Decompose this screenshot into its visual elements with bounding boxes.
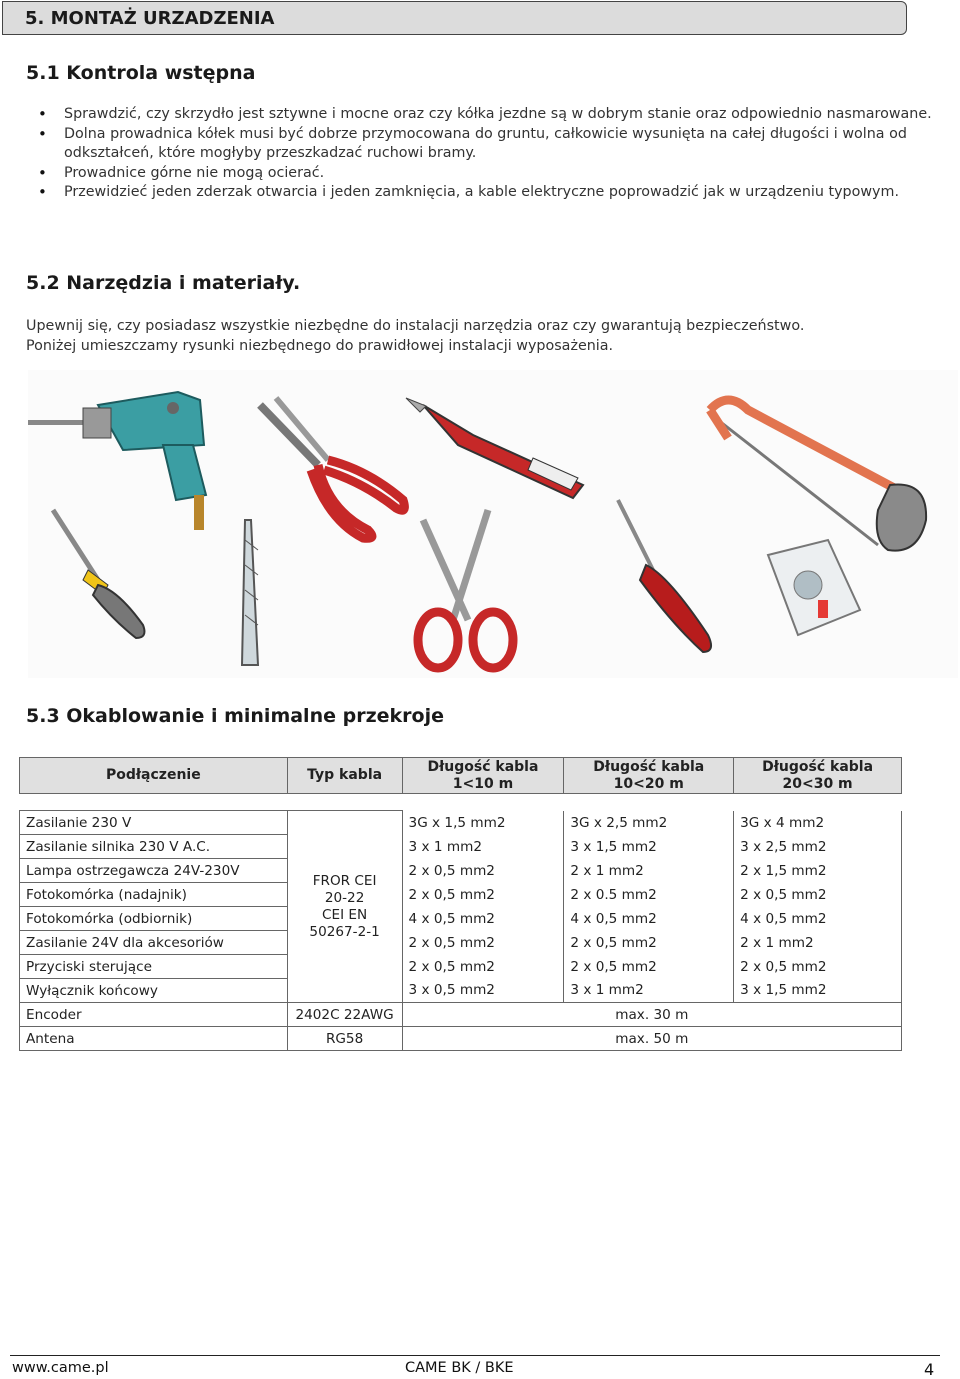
table-header-cell: Podłączenie <box>20 758 288 794</box>
table-cell: 2 x 1,5 mm2 <box>734 859 902 883</box>
table-cell: max. 50 m <box>402 1027 901 1051</box>
utility-knife-icon <box>406 398 583 498</box>
table-cell: Zasilanie silnika 230 V A.C. <box>20 835 288 859</box>
table-header-cell: Długość kabla 10<20 m <box>564 758 734 794</box>
table-cell: 3G x 1,5 mm2 <box>402 811 564 835</box>
table-cell: 3G x 2,5 mm2 <box>564 811 734 835</box>
table-cell: 2 x 0.5 mm2 <box>564 883 734 907</box>
table-cell: 3 x 2,5 mm2 <box>734 835 902 859</box>
screwdriver-icon <box>618 500 711 652</box>
checklist <box>36 105 941 203</box>
table-cell: Zasilanie 24V dla akcesoriów <box>20 931 288 955</box>
table-cell: max. 30 m <box>402 1003 901 1027</box>
tools-intro-line: Poniżej umieszczamy rysunki niezbędnego do prawidłowej instalacji wyposażenia. <box>26 338 614 354</box>
table-row <box>20 835 902 859</box>
table-cell: 2 x 0,5 mm2 <box>734 955 902 979</box>
table-cell: 3 x 1,5 mm2 <box>734 979 902 1003</box>
table-row <box>20 1027 902 1051</box>
list-item: • Prowadnice górne nie mogą ocierać. <box>36 164 941 184</box>
table-row <box>20 811 902 835</box>
footer-model: CAME BK / BKE <box>405 1360 514 1376</box>
screwdriver-icon <box>53 510 144 638</box>
table-row <box>20 931 902 955</box>
table-cell: 2 x 0,5 mm2 <box>564 931 734 955</box>
table-cell: 2 x 0,5 mm2 <box>402 859 564 883</box>
table-cell: 2 x 0,5 mm2 <box>402 955 564 979</box>
table-cell: 2 x 0,5 mm2 <box>402 883 564 907</box>
table-cell: 2 x 0,5 mm2 <box>564 955 734 979</box>
table-cell: Zasilanie 230 V <box>20 811 288 835</box>
table-cell: 4 x 0,5 mm2 <box>734 907 902 931</box>
table-row <box>20 859 902 883</box>
section-title: 5. MONTAŻ URZADZENIA <box>25 8 275 29</box>
table-cell: 2 x 1 mm2 <box>734 931 902 955</box>
table-cell: 3 x 1,5 mm2 <box>564 835 734 859</box>
list-item: • Sprawdzić, czy skrzydło jest sztywne i mocne oraz czy kółka jezdne są w dobrym stanie oraz odpowiednio nasmarowane. <box>36 105 941 125</box>
table-cell: RG58 <box>287 1027 402 1051</box>
table-cell: Antena <box>20 1027 288 1051</box>
page-number: 4 <box>924 1360 935 1379</box>
footer-divider <box>10 1355 940 1356</box>
table-cell: 3 x 1 mm2 <box>564 979 734 1003</box>
list-item: • Dolna prowadnica kółek musi być dobrze przymocowana do gruntu, całkowicie wysunięta na całej długości i wolna od odkształceń, które mogłyby przeszkadzać ruchowi bramy. <box>36 125 941 164</box>
tools-intro-line: Upewnij się, czy posiadasz wszystkie niezbędne do instalacji narzędzia oraz czy gwarantują bezpieczeństwo. <box>26 318 805 334</box>
table-header-cell: Typ kabla <box>287 758 402 794</box>
table-cell: Fotokomórka (nadajnik) <box>20 883 288 907</box>
table-cell: 2 x 1 mm2 <box>564 859 734 883</box>
table-cell: Lampa ostrzegawcza 24V-230V <box>20 859 288 883</box>
table-row <box>20 955 902 979</box>
table-row <box>20 883 902 907</box>
table-cell: Wyłącznik końcowy <box>20 979 288 1003</box>
footer-website: www.came.pl <box>12 1360 109 1376</box>
tape-measure-icon <box>768 540 860 635</box>
pliers-icon <box>260 398 404 538</box>
table-row <box>20 979 902 1003</box>
table-cell: Fotokomórka (odbiornik) <box>20 907 288 931</box>
table-cell: 2402C 22AWG <box>287 1003 402 1027</box>
list-item: • Przewidzieć jeden zderzak otwarcia i jeden zamknięcia, a kable elektryczne poprowadzić jak w urządzeniu typowym. <box>36 183 941 203</box>
cabling-table <box>19 757 902 1051</box>
heading-5-1: 5.1 Kontrola wstępna <box>26 62 256 84</box>
cable-type-cell: FROR CEI 20-22 CEI EN 50267-2-1 <box>287 811 402 1003</box>
heading-5-3: 5.3 Okablowanie i minimalne przekroje <box>26 705 444 727</box>
table-row <box>20 907 902 931</box>
table-header-cell: Długość kabla 20<30 m <box>734 758 902 794</box>
table-cell: Przyciski sterujące <box>20 955 288 979</box>
table-cell: 3G x 4 mm2 <box>734 811 902 835</box>
table-cell: 4 x 0,5 mm2 <box>564 907 734 931</box>
section-title-bar <box>2 1 907 35</box>
table-cell: 2 x 0,5 mm2 <box>402 931 564 955</box>
tools-intro <box>26 316 946 356</box>
heading-5-2: 5.2 Narzędzia i materiały. <box>26 272 301 294</box>
table-header-cell: Długość kabla 1<10 m <box>402 758 564 794</box>
table-cell: 4 x 0,5 mm2 <box>402 907 564 931</box>
table-header-row <box>20 758 902 794</box>
drill-bit-icon <box>242 520 258 665</box>
table-cell: 3 x 1 mm2 <box>402 835 564 859</box>
scissors-icon <box>418 510 513 668</box>
table-cell: 3 x 0,5 mm2 <box>402 979 564 1003</box>
hacksaw-icon <box>710 400 926 551</box>
table-cell: 2 x 0,5 mm2 <box>734 883 902 907</box>
tools-illustration <box>28 370 958 678</box>
table-cell: Encoder <box>20 1003 288 1027</box>
table-row <box>20 1003 902 1027</box>
